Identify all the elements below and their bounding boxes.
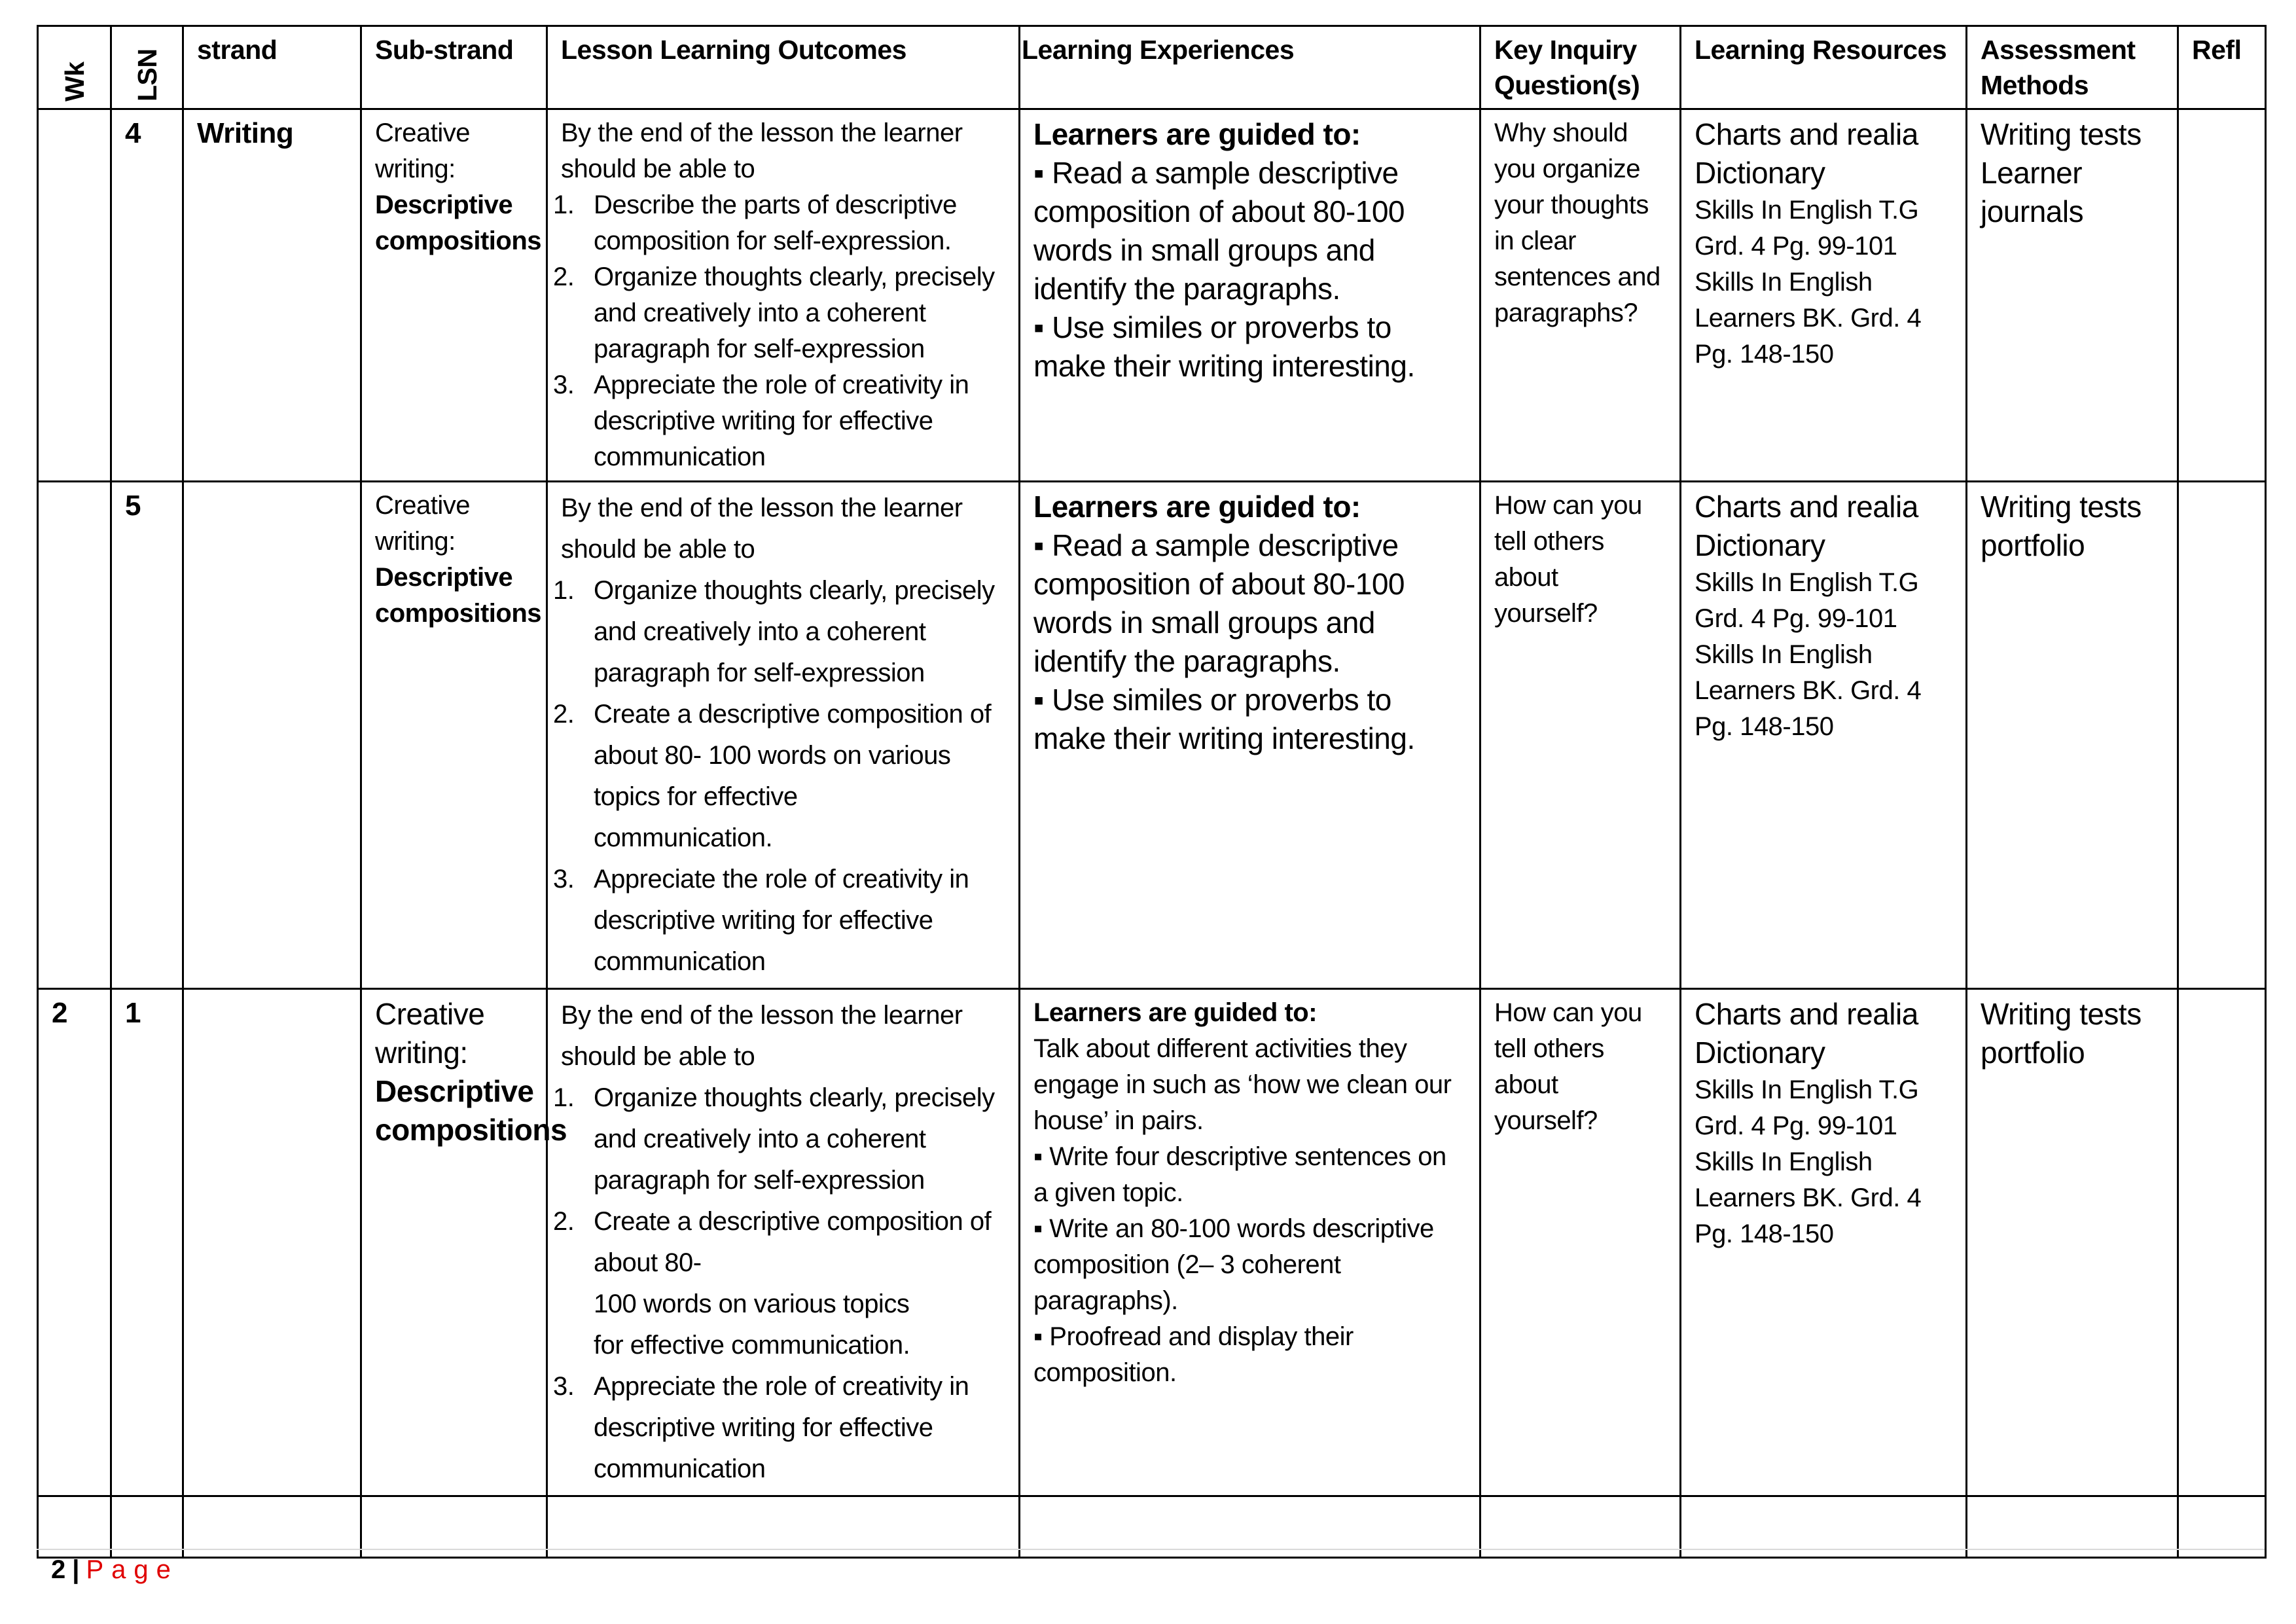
list-item: 3. Appreciate the role of creativity in descriptive writing for effective communication bbox=[553, 1372, 969, 1483]
experiences-heading: Learners are guided to: bbox=[1033, 117, 1361, 151]
resource-item: Skills In English T.G Grd. 4 Pg. 99-101 bbox=[1695, 1075, 1919, 1140]
list-item: ▪ Read a sample descriptive composition of about 80-100 words in small groups and identify the paragraphs. bbox=[1033, 528, 1405, 678]
assessment-item: Writing tests bbox=[1981, 490, 2142, 524]
header-inquiry: Key Inquiry Question(s) bbox=[1480, 26, 1681, 109]
resource-item: Dictionary bbox=[1695, 156, 1825, 190]
footer-divider bbox=[37, 1549, 2265, 1550]
page-number: 2 bbox=[51, 1555, 66, 1584]
resource-item: Skills In English Learners BK. Grd. 4 Pg. 148-150 bbox=[1695, 640, 1922, 741]
sub-strand-topic: Descriptive compositions bbox=[375, 1074, 567, 1147]
cell-assessment bbox=[1967, 109, 2178, 482]
cell-strand: Writing bbox=[183, 109, 361, 482]
resource-item: Charts and realia bbox=[1695, 997, 1918, 1031]
header-wk: Wk bbox=[38, 26, 111, 109]
header-experiences: Learning Experiences bbox=[1020, 26, 1480, 109]
list-item: communication. bbox=[594, 823, 773, 852]
list-item: 100 words on various topics bbox=[594, 1290, 910, 1318]
cell-wk bbox=[38, 482, 111, 989]
list-item: ▪ Write four descriptive sentences on a given topic. bbox=[1033, 1142, 1446, 1207]
cell-experiences bbox=[1020, 989, 1480, 1496]
page-footer bbox=[51, 1550, 179, 1589]
cell-inquiry: How can you tell others about yourself? bbox=[1480, 482, 1681, 989]
outcomes-intro: By the end of the lesson the learner should be able to bbox=[561, 118, 963, 183]
cell-experiences bbox=[1020, 482, 1480, 989]
table-row bbox=[38, 482, 2266, 989]
list-item: 1. Describe the parts of descriptive composition for self-expression. bbox=[553, 190, 957, 255]
cell-assessment bbox=[1967, 989, 2178, 1496]
cell-reflection bbox=[2178, 482, 2266, 989]
assessment-item: portfolio bbox=[1981, 1036, 2085, 1070]
outcomes-list bbox=[553, 570, 1005, 983]
list-item: 2. Create a descriptive composition of about 80- bbox=[553, 1207, 992, 1277]
outcomes-intro: By the end of the lesson the learner should be able to bbox=[561, 494, 963, 564]
assessment-item: Learner journals bbox=[1981, 156, 2084, 228]
header-sub-strand: Sub-strand bbox=[361, 26, 547, 109]
cell-lsn: 5 bbox=[111, 482, 183, 989]
experiences-heading: Learners are guided to: bbox=[1033, 998, 1318, 1027]
cell-reflection bbox=[2178, 109, 2266, 482]
cell-wk bbox=[38, 109, 111, 482]
list-item: ▪ Proofread and display their composition. bbox=[1033, 1322, 1354, 1387]
cell-inquiry: Why should you organize your thoughts in clear sentences and paragraphs? bbox=[1480, 109, 1681, 482]
cell-sub-strand bbox=[361, 109, 547, 482]
resource-item: Skills In English T.G Grd. 4 Pg. 99-101 bbox=[1695, 568, 1919, 633]
sub-strand-title: Creative writing: bbox=[375, 997, 485, 1070]
assessment-item: Writing tests bbox=[1981, 117, 2142, 151]
list-item: ▪ Write an 80-100 words descriptive composition (2– 3 coherent paragraphs). bbox=[1033, 1214, 1434, 1315]
header-resources: Learning Resources bbox=[1681, 26, 1967, 109]
resource-item: Skills In English Learners BK. Grd. 4 Pg. 148-150 bbox=[1695, 268, 1922, 369]
list-item: ▪ Read a sample descriptive composition of about 80-100 words in small groups and identify the paragraphs. bbox=[1033, 156, 1405, 306]
list-item: 3. Appreciate the role of creativity in descriptive writing for effective communication bbox=[553, 865, 969, 976]
header-strand: strand bbox=[183, 26, 361, 109]
sub-strand-topic: Descriptive compositions bbox=[375, 563, 542, 628]
cell-outcomes bbox=[547, 109, 1020, 482]
header-row bbox=[38, 26, 2266, 109]
cell-outcomes bbox=[547, 989, 1020, 1496]
cell-sub-strand bbox=[361, 989, 567, 1496]
cell-outcomes bbox=[547, 482, 1020, 989]
cell-resources bbox=[1681, 989, 1967, 1496]
cell-sub-strand bbox=[361, 482, 547, 989]
cell-lsn: 1 bbox=[111, 989, 183, 1496]
header-assessment: Assessment Methods bbox=[1967, 26, 2178, 109]
sub-strand-title: Creative writing: bbox=[375, 491, 470, 556]
header-reflection: Refl bbox=[2178, 26, 2266, 109]
footer-separator: | bbox=[72, 1555, 80, 1584]
outcomes-intro: By the end of the lesson the learner should be able to bbox=[561, 1001, 963, 1071]
cell-strand bbox=[183, 989, 361, 1496]
cell-experiences bbox=[1020, 109, 1480, 482]
cell-lsn: 4 bbox=[111, 109, 183, 482]
cell-assessment bbox=[1967, 482, 2178, 989]
list-item: for effective communication. bbox=[594, 1331, 910, 1360]
resource-item: Skills In English T.G Grd. 4 Pg. 99-101 bbox=[1695, 196, 1919, 261]
list-item: 3. Appreciate the role of creativity in descriptive writing for effective communication bbox=[553, 370, 969, 471]
cell-reflection bbox=[2178, 989, 2266, 1496]
list-item: 2. Organize thoughts clearly, precisely and creatively into a coherent paragraph for self-expression bbox=[553, 262, 995, 363]
table-row bbox=[38, 989, 2266, 1496]
cell-wk: 2 bbox=[38, 989, 111, 1496]
list-item: ▪ Use similes or proverbs to make their writing interesting. bbox=[1033, 683, 1415, 755]
list-item: 1. Organize thoughts clearly, precisely and creatively into a coherent paragraph for self-expression bbox=[553, 576, 995, 687]
list-item: Talk about different activities they engage in such as ‘how we clean our house’ in pairs. bbox=[1033, 1034, 1452, 1135]
list-item: ▪ Use similes or proverbs to make their writing interesting. bbox=[1033, 310, 1415, 383]
resource-item: Charts and realia bbox=[1695, 117, 1918, 151]
assessment-item: Writing tests bbox=[1981, 997, 2142, 1031]
outcomes-list bbox=[553, 187, 1005, 475]
header-lsn: LSN bbox=[111, 26, 183, 109]
cell-resources bbox=[1681, 109, 1967, 482]
resource-item: Dictionary bbox=[1695, 1036, 1825, 1070]
experiences-heading: Learners are guided to: bbox=[1033, 490, 1361, 524]
cell-inquiry: How can you tell others about yourself? bbox=[1480, 989, 1681, 1496]
list-item: 2. Create a descriptive composition of about 80- 100 words on various topics for effective bbox=[553, 700, 992, 811]
assessment-item: portfolio bbox=[1981, 528, 2085, 562]
scheme-of-work-table bbox=[37, 25, 2267, 1559]
sub-strand-topic: Descriptive compositions bbox=[375, 190, 542, 255]
cell-strand bbox=[183, 482, 361, 989]
table-row bbox=[38, 109, 2266, 482]
cell-resources bbox=[1681, 482, 1967, 989]
resource-item: Charts and realia bbox=[1695, 490, 1918, 524]
outcomes-list bbox=[553, 1077, 1005, 1490]
resource-item: Dictionary bbox=[1695, 528, 1825, 562]
header-outcomes: Lesson Learning Outcomes bbox=[547, 26, 1020, 109]
page-label: Page bbox=[86, 1555, 179, 1584]
resource-item: Skills In English Learners BK. Grd. 4 Pg. 148-150 bbox=[1695, 1147, 1922, 1248]
list-item: 1. Organize thoughts clearly, precisely and creatively into a coherent paragraph for self-expression bbox=[553, 1083, 995, 1195]
sub-strand-title: Creative writing: bbox=[375, 118, 470, 183]
